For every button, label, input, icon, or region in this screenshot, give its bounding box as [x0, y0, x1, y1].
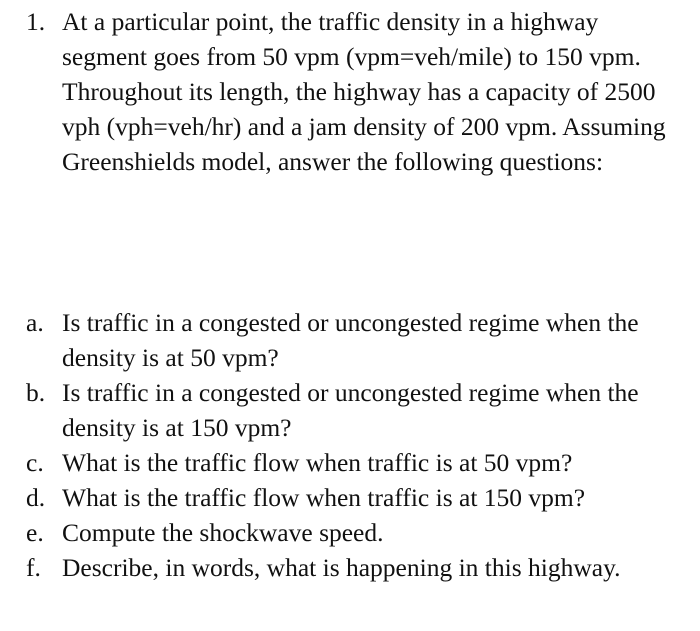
sub-question-a	[26, 305, 676, 375]
question-stem: At a particular point, the traffic density in a highway segment goes from 50 vpm (vpm=veh/mile) to 150 vpm. Throughout its length, the highway has a capacity of 2500 vph (vph=veh/hr) and a jam density of 200 vpm. Assuming Greenshields model, answer the following questions:	[62, 7, 666, 176]
sub-question-list	[26, 305, 676, 585]
sub-question-c	[26, 445, 676, 480]
sub-question-text: Is traffic in a congested or uncongested regime when the density is at 150 vpm?	[62, 378, 639, 442]
sub-question-letter: c.	[26, 448, 44, 477]
sub-question-f	[26, 550, 676, 585]
sub-question-letter: a.	[26, 308, 44, 337]
question-number: 1.	[26, 7, 46, 36]
sub-question-letter: f.	[26, 553, 41, 582]
sub-question-text: What is the traffic flow when traffic is at 150 vpm?	[62, 483, 586, 512]
sub-question-text: Is traffic in a congested or uncongested regime when the density is at 50 vpm?	[62, 308, 639, 372]
sub-question-text: Compute the shockwave speed.	[62, 518, 384, 547]
sub-question-letter: d.	[26, 483, 46, 512]
sub-question-letter: b.	[26, 378, 46, 407]
sub-question-letter: e.	[26, 518, 44, 547]
sub-question-e	[26, 515, 676, 550]
sub-question-d	[26, 480, 676, 515]
sub-question-text: Describe, in words, what is happening in this highway.	[62, 553, 621, 582]
sub-question-text: What is the traffic flow when traffic is at 50 vpm?	[62, 448, 573, 477]
sub-question-b	[26, 375, 676, 445]
